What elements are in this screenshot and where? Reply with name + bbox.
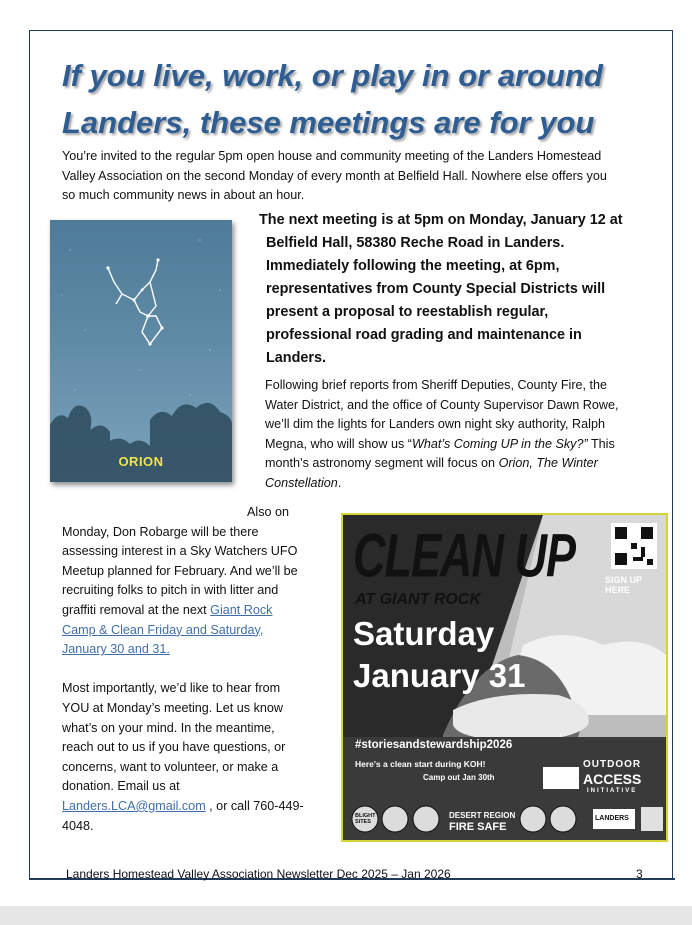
- poster-landers: LANDERS: [595, 815, 629, 822]
- poster-day: Saturday: [353, 615, 495, 652]
- phone-text: , or call 760-449-: [205, 798, 304, 813]
- also-paragraph: [62, 503, 332, 836]
- reports-line-2: Water District, and the office of County Supervisor Dawn Rowe,: [265, 397, 619, 412]
- poster-org-2: ACCESS: [583, 771, 642, 787]
- viewer-bottom-strip: [0, 906, 692, 925]
- blank-line: [62, 660, 332, 680]
- also-line-7: [62, 621, 332, 641]
- poster-subtitle: AT GIANT ROCK: [355, 591, 481, 608]
- intro-line-3: so much community news in about an hour.: [62, 188, 305, 203]
- next-meeting-line: professional road grading and maintenance in: [266, 327, 582, 343]
- cleanup-poster: [341, 513, 668, 842]
- also-line-15: [62, 797, 332, 817]
- poster-signup: SIGN UP HERE: [605, 575, 642, 595]
- headline-line-1: If you live, work, or play in or around: [62, 58, 603, 93]
- next-meeting-line: Belfield Hall, 58380 Reche Road in Landers.: [266, 235, 565, 251]
- next-meeting-line: Landers.: [266, 350, 326, 366]
- reports-line-3: we’ll dim the lights for Landers own night sky authority, Ralph: [265, 417, 605, 432]
- also-line-3: assessing interest in a Sky Watchers UFO: [62, 544, 298, 559]
- poster-org-3: INITIATIVE: [587, 788, 638, 794]
- reports-line-1: Following brief reports from Sheriff Deputies, County Fire, the: [265, 378, 608, 392]
- email-link[interactable]: Landers.LCA@gmail.com: [62, 798, 206, 813]
- also-line-13: concerns, want to volunteer, or make a: [62, 759, 279, 774]
- poster-date: January 31: [353, 657, 526, 694]
- headline-line-2: Landers, these meetings are for you: [62, 105, 595, 140]
- intro-line-1: You’re invited to the regular 5pm open house and community meeting of the Landers Homestead: [62, 149, 602, 163]
- reports-line-6: [265, 474, 655, 494]
- also-line-9: Most importantly, we’d like to hear from: [62, 681, 281, 696]
- reports-line-5-text: month’s astronomy segment will focus on: [265, 456, 499, 471]
- poster-title: CLEAN UP: [353, 521, 576, 590]
- giant-rock-link-cont[interactable]: Camp & Clean Friday and Saturday,: [62, 622, 264, 637]
- poster-org-1: OUTDOOR: [583, 759, 642, 770]
- orion-constellation-illustration: [50, 220, 232, 482]
- poster-hashtag: #storiesandstewardship2026: [355, 739, 513, 751]
- talk-title: What’s Coming UP in the Sky?”: [412, 436, 588, 451]
- poster-tagline-1: Here's a clean start during KOH!: [355, 759, 486, 769]
- headline: [62, 52, 662, 146]
- giant-rock-link-end[interactable]: January 30 and 31.: [62, 642, 170, 657]
- also-line-2: Monday, Don Robarge will be there: [62, 524, 259, 539]
- page-number: 3: [636, 867, 643, 881]
- giant-rock-link[interactable]: Giant Rock: [210, 602, 273, 617]
- footer-text: Landers Homestead Valley Association Newsletter Dec 2025 – Jan 2026: [66, 867, 451, 881]
- also-line-11: what’s on your mind. In the meantime,: [62, 720, 275, 735]
- also-line-12: reach out to us if you have questions, or: [62, 740, 286, 755]
- also-line-10: YOU at Monday’s meeting. Let us know: [62, 700, 283, 715]
- poster-fire-2: FIRE SAFE: [449, 821, 507, 833]
- also-line-6-text: graffiti removal at the next: [62, 602, 211, 617]
- also-line-8: [62, 640, 332, 660]
- next-meeting-line: representatives from County Special Districts will: [266, 281, 606, 297]
- reports-line-4-text: Megna, who will show us “: [265, 436, 412, 451]
- poster-blight: BLIGHT SITES: [355, 813, 376, 825]
- next-meeting-line: The next meeting is at 5pm on Monday, January 12 at: [259, 212, 623, 228]
- also-line-14: donation. Email us at: [62, 779, 180, 794]
- also-line-6: [62, 601, 332, 621]
- also-line-5: recruiting folks to pitch in with litter and: [62, 583, 279, 598]
- also-line-4: Meetup planned for February. And we’ll be: [62, 563, 298, 578]
- intro-paragraph: [62, 147, 647, 206]
- next-meeting-line: present a proposal to reestablish regular,: [266, 304, 549, 320]
- reports-line-4: [265, 435, 655, 455]
- orion-image: [50, 220, 232, 482]
- reports-paragraph: [265, 376, 655, 494]
- intro-line-2: Valley Association on the second Monday of every month at Belfield Hall. Nowhere else offers you: [62, 168, 607, 183]
- reports-line-4-tail: This: [587, 436, 615, 451]
- footer: [66, 867, 656, 881]
- segment-topic: Orion, The Winter: [498, 456, 598, 471]
- reports-line-5: [265, 454, 655, 474]
- next-meeting-line: Immediately following the meeting, at 6pm,: [266, 258, 560, 274]
- poster-fire-1: DESERT REGION: [449, 811, 516, 820]
- segment-topic-end: Constellation: [265, 475, 338, 490]
- next-meeting-announcement: [259, 209, 654, 370]
- reports-line-6-tail: .: [337, 475, 342, 490]
- poster-tagline-2: Camp out Jan 30th: [423, 773, 495, 782]
- orion-label: ORION: [118, 454, 164, 469]
- also-line-16: 4048.: [62, 818, 94, 833]
- also-line-1: Also on: [247, 505, 290, 519]
